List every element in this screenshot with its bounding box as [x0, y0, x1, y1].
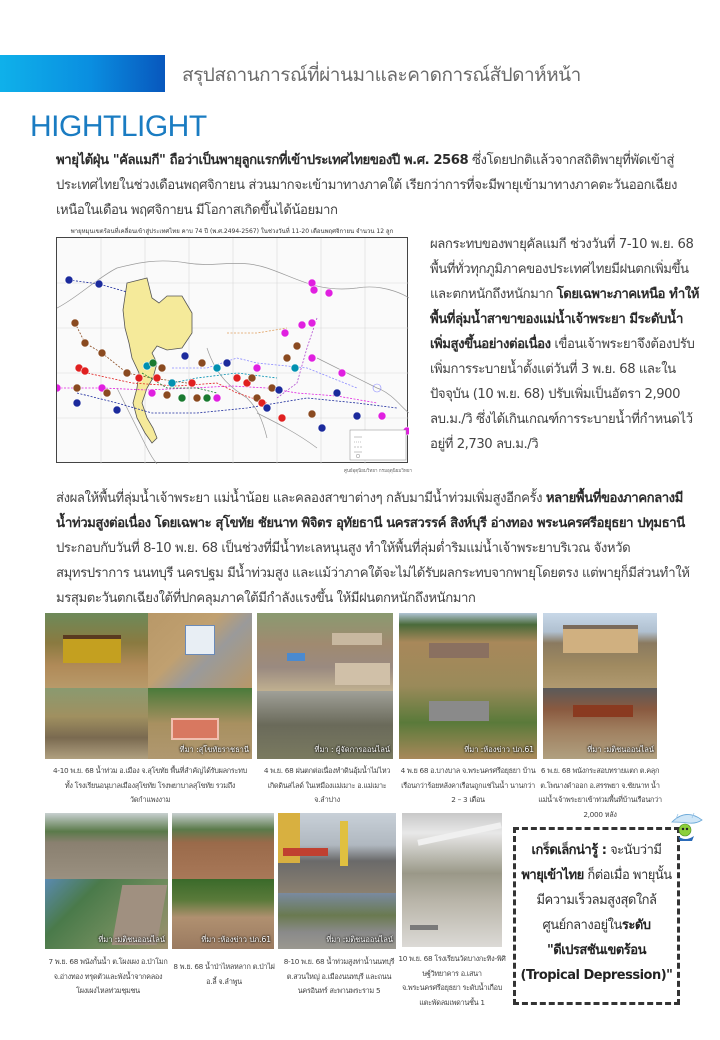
trivia-bold-1: พายุเข้าไทย — [521, 868, 584, 883]
section-heading: HIGHTLIGHT — [30, 110, 207, 143]
photo-source: ที่มา :สุโขทัยราชธานี — [179, 745, 249, 754]
trivia-text-2: ก็ต่อเมื่อ พายุนั้นมีความเร็วลมสูงสุดใกล้ศูนย์กลางอยู่ใน — [536, 868, 672, 933]
photo-chainat — [543, 613, 657, 759]
impact-text-2: เขื่อนเจ้าพระยาจึงต้องปรับเพิ่มการระบายน้ำตั้งแต่วันที่ 3 พ.ย. 68 และในปัจจุบัน (10 พ.ย. 68) ปรับเพิ่มเป็นอัตรา 2,900 ลบ.ม./วิ ซึ่งได้เกินเกณฑ์การระบายน้ำที่กำหนดไว้อยู่ที่ 2,730 ลบ.ม./วิ — [430, 337, 695, 452]
photo-source: ที่มา :ห้องข่าว ปภ.61 — [464, 745, 534, 754]
impact-paragraph — [430, 232, 700, 457]
photo-caption: 4-10 พ.ย. 68 น้ำท่วม อ.เมือง จ.สุโขทัย พื้นที่สำคัญได้รับผลกระทบทั้ง โรงเรียนอนุบาลเมืองสุโขทัย โรงพยาบาลสุโขทัย รวมถึงวัดกำแพงงาม — [53, 766, 247, 804]
header-accent-bar — [0, 55, 165, 92]
map-legend — [350, 430, 406, 460]
effect-paragraph — [56, 486, 692, 611]
intro-text: ซึ่งโดยปกติแล้วจากสถิติพายุที่พัดเข้าสู่ประเทศไทยในช่วงเดือนพฤศจิกายน ส่วนมากจะเข้ามาทางภาคใต้ เรียกว่าการที่จะมีพายุเข้ามาทางภาคตะวันออกเฉียงเหนือในเดือน พฤศจิกายน มีโอกาสเกิดขึ้นได้น้อยมาก — [56, 153, 678, 218]
photo-source: ที่มา :มติชนออนไลน์ — [326, 935, 393, 944]
page-title: สรุปสถานการณ์ที่ผ่านมาและคาดการณ์สัปดาห์หน้า — [182, 64, 581, 86]
photo-source: ที่มา : ผู้จัดการออนไลน์ — [314, 745, 390, 754]
photo-caption: 7 พ.ย. 68 พนังกั้นน้ำ ต.โผงเผง อ.ป่าโมก จ.อ่างทอง ทรุดตัวและพังน้ำจากคลองโผงเผงไหลท่วมชุมชน — [48, 957, 168, 995]
effect-bold: หลายพื้นที่ของภาคกลางมีน้ำท่วมสูงต่อเนื่อง โดยเฉพาะ สุโขทัย ชัยนาท พิจิตร อุทัยธานี นครสวรรค์ สิงห์บุรี อ่างทอง พระนครศรีอยุธยา ปทุมธานี — [56, 491, 685, 531]
effect-text-2: ประกอบกับวันที่ 8-10 พ.ย. 68 เป็นช่วงที่มีน้ำทะเลหนุนสูง ทำให้พื้นที่ลุ่มต่ำริมแม่น้ำเจ้าพระยาบริเวณ จังหวัดสมุทรปราการ นนทบุรี นครปฐม มีน้ำท่วมสูง และแม้ว่าภาคใต้จะไม่ได้รับผลกระทบจากพายุโดยตรง แต่พายุก็มีส่วนทำให้มรสุมตะวันตกเฉียงใต้ที่ปกคลุมภาคใต้มีกำลังแรงขึ้น ให้มีฝนตกหนักถึงหนักมาก — [56, 541, 690, 606]
map-svg — [57, 238, 409, 464]
trivia-text-1: จะนับว่ามี — [606, 843, 662, 858]
photo-nonthaburi — [278, 813, 396, 949]
photo-lampang — [257, 613, 393, 759]
trivia-bold-3: "ดีเปรสชันเขตร้อน (Tropical Depression)" — [520, 943, 673, 983]
storm-track-map — [48, 226, 416, 474]
trivia-label: เกร็ดเล็กน่ารู้ : — [531, 843, 607, 858]
photo-lamphun — [172, 813, 274, 949]
raindrop-mascot-icon — [668, 812, 704, 842]
intro-bold: พายุไต้ฝุ่น "คัลแมกี" ถือว่าเป็นพายุลูกแรกที่เข้าประเทศไทยของปี พ.ศ. 2568 — [56, 153, 469, 168]
impact-bold: โดยเฉพาะภาคเหนือ ทำให้พื้นที่ลุ่มน้ำสาขาของแม่น้ำเจ้าพระยา มีระดับน้ำเพิ่มสูงขึ้นอย่างต่อเนื่อง — [430, 287, 700, 352]
photo-caption: 4 พ.ย. 68 ฝนตกต่อเนื่องทำดินอุ้มน้ำไม่ไหว เกิดดินสไลด์ ในเหมืองแม่เมาะ อ.แม่เมาะ จ.ลำปาง — [263, 766, 391, 804]
photo-source: ที่มา :มติชนออนไลน์ — [587, 745, 654, 754]
map-frame — [56, 237, 408, 463]
impact-text-1: ผลกระทบของพายุคัลแมกี ช่วงวันที่ 7-10 พ.ย. 68 พื้นที่ทั่วทุกภูมิภาคของประเทศไทยมีฝนตกเพิ่มขึ้น และตกหนักถึงหนักมาก — [430, 237, 694, 302]
photo-caption: 8 พ.ย. 68 น้ำป่าไหลหลาก ต.ป่าไผ่ อ.ลี้ จ.ลำพูน — [173, 962, 275, 986]
trivia-box — [513, 827, 680, 1005]
photo-school-sena — [402, 813, 502, 947]
photo-caption: 6 พ.ย. 68 พนังกระสอบทรายแตก ต.คลุก ต.โพนางดำออก อ.สรรพยา จ.ชัยนาท น้ำแม่น้ำเจ้าพระยาเข้าท่วมพื้นที่บ้านเรือนกว่า 2,000 หลัง — [538, 766, 662, 819]
map-title: พายุหมุนเขตร้อนที่เคลื่อนเข้าสู่ประเทศไทย คาบ 74 ปี (พ.ศ.2494-2567) ในช่วงวันที่ 11-20 เดือนพฤศจิกายน จำนวน 12 ลูก — [70, 228, 394, 235]
photo-ayutthaya — [399, 613, 537, 759]
map-credit: ศูนย์อุตุนิยมวิทยา กรมอุตุนิยมวิทยา — [343, 469, 412, 474]
trivia-bold-2: ระดับ — [621, 918, 651, 933]
photo-caption: 4 พ.ย 68 อ.บางบาล จ.พระนครศรีอยุธยา บ้านเรือนกว่าร้อยหลังคาเรือนถูกแช่ในน้ำ นานกว่า 2 – 3 เดือน — [400, 766, 536, 804]
photo-source: ที่มา :ห้องข่าว ปภ.61 — [201, 935, 271, 944]
intro-paragraph — [56, 148, 692, 223]
photo-source: ที่มา :มติชนออนไลน์ — [98, 935, 165, 944]
photo-caption: 8-10 พ.ย. 68 น้ำท่วมสูงท่าน้ำนนทบุรี ต.สวนใหญ่ อ.เมืองนนทบุรี และถนนนครอินทร์ สะพานพระราม 5 — [283, 957, 395, 995]
photo-angthong — [45, 813, 168, 949]
photo-sukhothai — [45, 613, 252, 759]
photo-caption: 10 พ.ย. 68 โรงเรียนวัดบางกะทิง-พิศิษฐ์วิทยาคาร อ.เสนา จ.พระนครศรีอยุธยา ระดับน้ำเกือบแตะพัดลมเพดานชั้น 1 — [398, 954, 506, 1007]
effect-text-1: ส่งผลให้พื้นที่ลุ่มน้ำเจ้าพระยา แม่น้ำน้อย และคลองสาขาต่างๆ กลับมามีน้ำท่วมเพิ่มสูงอีกครั้ง — [56, 491, 546, 506]
